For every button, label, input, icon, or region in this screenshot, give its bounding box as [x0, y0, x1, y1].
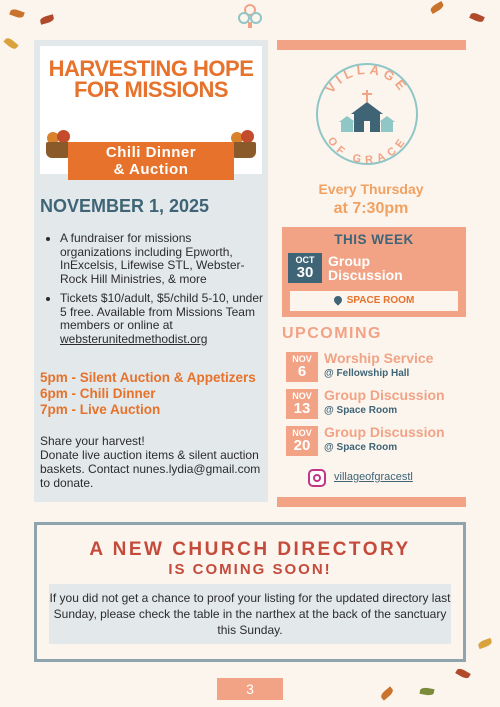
event-location: @ Space Room: [324, 442, 398, 453]
location-label: SPACE ROOM: [346, 295, 415, 306]
page-number: 3: [217, 678, 283, 700]
notice-title: A NEW CHURCH DIRECTORY: [89, 539, 411, 560]
event-name: Worship Service: [324, 350, 434, 366]
event-banner: [40, 46, 262, 178]
share-heading: Share your harvest!: [40, 434, 145, 448]
this-week-title: THIS WEEK: [334, 232, 414, 247]
event-subtitle: [68, 144, 234, 178]
logo-top-text: VILLAGE: [322, 62, 412, 96]
this-week-event: [328, 254, 403, 282]
this-week-card: [282, 227, 466, 317]
date-badge: [286, 389, 318, 419]
upcoming-event: [286, 389, 466, 419]
event-title: HARVESTING HOPE FOR MISSIONS: [48, 56, 254, 102]
notice-subtitle: IS COMING SOON!: [168, 561, 332, 578]
leaf-icon: [39, 14, 54, 24]
schedule-item: 7pm - Live Auction: [40, 402, 161, 417]
date-badge: [288, 253, 322, 283]
instagram-link[interactable]: villageofgracestl: [334, 471, 413, 483]
meeting-day: Every Thursday: [318, 181, 424, 197]
divider: [277, 40, 466, 50]
svg-text:OF GRACE: [325, 135, 409, 166]
event-location: @ Space Room: [324, 405, 398, 416]
date-month: NOV: [292, 354, 312, 364]
date-day: 30: [296, 264, 314, 281]
event-location: @ Fellowship Hall: [324, 368, 410, 379]
event-name: Group Discussion: [324, 387, 445, 403]
leaf-icon: [469, 11, 485, 23]
event-line: Group: [328, 253, 370, 269]
meeting-schedule: [298, 180, 444, 218]
ticket-info: Tickets $10/adult, $5/child 5-10, under 5 free. Available from Missions Team members or online at: [60, 291, 264, 332]
list-item: • A fundraiser for missions organizations including Epworth, InExcelsis, Lifewise STL, Webster-Rock Hill Ministries, & more: [60, 232, 265, 286]
event-schedule: [40, 370, 256, 418]
ornament-icon: [238, 2, 262, 28]
fundraiser-panel: [34, 40, 268, 502]
event-line: Discussion: [328, 267, 403, 283]
date-badge: [286, 352, 318, 382]
leaf-icon: [3, 36, 18, 50]
notice-body: If you did not get a chance to proof your listing for the updated directory last Sunday, please check the table in the narthex at the back of the sanctuary this Sunday.: [49, 584, 451, 644]
upcoming-heading: UPCOMING: [282, 325, 382, 342]
event-details: [60, 232, 265, 352]
list-item: [60, 292, 265, 346]
leaf-icon: [477, 638, 493, 649]
subtitle-line: & Auction: [113, 161, 189, 178]
schedule-item: 5pm - Silent Auction & Appetizers: [40, 370, 256, 385]
logo-bottom-text: OF GRACE: [324, 134, 410, 166]
location-pin-icon: [332, 294, 343, 305]
date-month: NOV: [292, 428, 312, 438]
date-day: 20: [293, 437, 311, 454]
event-name: Group Discussion: [324, 424, 445, 440]
subtitle-line: Chili Dinner: [105, 144, 197, 161]
upcoming-event: [286, 352, 466, 382]
date-day: 13: [293, 400, 311, 417]
this-week-location: [290, 291, 458, 311]
church-icon: [315, 62, 419, 166]
leaf-icon: [419, 687, 434, 696]
date-month: OCT: [295, 255, 315, 265]
leaf-icon: [379, 686, 394, 700]
meeting-time: at 7:30pm: [333, 200, 409, 217]
date-badge: [286, 426, 318, 456]
event-date: NOVEMBER 1, 2025: [40, 196, 210, 216]
leaf-icon: [429, 1, 445, 14]
divider: [277, 497, 466, 507]
directory-notice: [34, 522, 466, 662]
donation-note: [40, 434, 265, 490]
instagram-icon: [308, 469, 326, 487]
date-month: NOV: [292, 391, 312, 401]
leaf-icon: [9, 8, 25, 19]
schedule-item: 6pm - Chili Dinner: [40, 386, 156, 401]
upcoming-event: [286, 426, 466, 456]
website-link[interactable]: websterunitedmethodist.org: [60, 331, 208, 346]
date-day: 6: [297, 363, 307, 380]
share-text: Donate live auction items & silent auction baskets. Contact nunes.lydia@gmail.com to donate.: [40, 448, 261, 490]
leaf-icon: [455, 667, 471, 680]
